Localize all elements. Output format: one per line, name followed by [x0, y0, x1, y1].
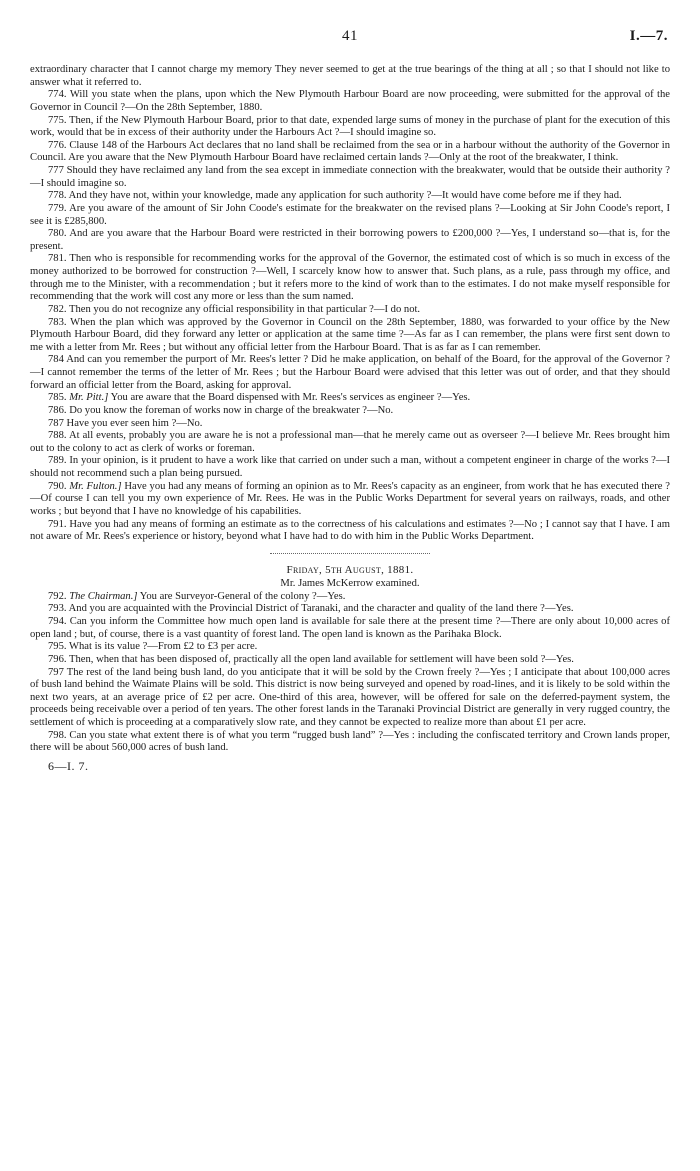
testimony-paragraph [30, 481, 670, 519]
question-number: 782. [48, 303, 67, 315]
question-number: 797 [48, 666, 64, 678]
paragraph-text: Then who is responsible for recommending works for the approval of the Governor, the estimated cost of which is so much in excess of the money authorized to be borrowed for construction ?—Well, I scarcely know how to answer that. Such plans, as a rule, pass through my office, and through me to the Minister, with a recommendation ; but it refers more to the kind of work than to the estimates. I do not make myself responsible for recommending that the work will cost any more or less than the sum named. [30, 253, 670, 303]
testimony-paragraph [30, 730, 670, 755]
speaker-name: The Chairman.] [69, 590, 138, 602]
paragraph-text: What is its value ?—From £2 to £3 per acre. [69, 641, 258, 653]
question-number: 790. [48, 480, 67, 492]
page-header [30, 28, 670, 50]
testimony-paragraph [30, 455, 670, 480]
question-number: 798. [48, 729, 67, 741]
testimony-paragraph [30, 654, 670, 667]
testimony-paragraph [30, 591, 670, 604]
paragraph-text: You are aware that the Board dispensed with Mr. Rees's services as engineer ?—Yes. [110, 392, 471, 404]
question-number: 788. [48, 430, 67, 442]
question-number: 785. [48, 392, 67, 404]
question-number: 779. [48, 202, 67, 214]
testimony-paragraph [30, 165, 670, 190]
testimony-paragraph [30, 203, 670, 228]
paragraph-text: Are you aware of the amount of Sir John Coode's estimate for the breakwater on the revised plans ?—Looking at Sir John Coode's report, I see it is £285,800. [30, 202, 670, 227]
paragraph-text: You are Surveyor-General of the colony ?—Yes. [139, 590, 346, 602]
speaker-name: Mr. Pitt.] [69, 392, 109, 404]
paragraph-text: extraordinary character that I cannot charge my memory They never seemed to get at the true bearings of the thing at all ; so that I should not like to answer what it referred to. [30, 64, 670, 88]
question-number: 786. [48, 404, 67, 416]
paragraph-text: When the plan which was approved by the Governor in Council on the 28th September, 1880, was forwarded to your office by the New Plymouth Harbour Board, did they forward any letter or application at the same time ?—As far as I can remember, the plans were first sent down to me with a letter from Mr. Rees ; but without any official letter from the Harbour Board. That is as far as I can remember. [30, 316, 670, 353]
page-number: 41 [342, 28, 358, 44]
question-number: 789. [48, 455, 67, 467]
question-number: 792. [48, 590, 67, 602]
paragraph-text: At all events, probably you are aware he is not a professional man—that he merely came out as overseer ?—I believe Mr. Rees brought him out to the colony to act as clerk of works or foreman. [30, 430, 670, 454]
testimony-paragraph [30, 304, 670, 317]
document-page [30, 28, 670, 774]
question-number: 778. [48, 190, 67, 202]
paragraph-text: Do you know the foreman of works now in charge of the breakwater ?—No. [69, 404, 394, 416]
testimony-paragraph [30, 616, 670, 641]
testimony-paragraph [30, 392, 670, 405]
question-number: 787 [48, 417, 64, 429]
question-number: 783. [48, 316, 67, 328]
paragraph-text: Then, when that has been disposed of, practically all the open land available for settlement will have been sold ?—Yes. [69, 653, 574, 665]
speaker-name: Mr. Fulton.] [69, 480, 122, 492]
paragraph-text: And can you remember the purport of Mr. Rees's letter ? Did he make application, on behalf of the Board, for the approval of the Governor ?—I cannot remember the terms of the letter of Mr. Rees ; but the Harbour Board were advised that this letter was out of order, and that they should forward an official letter from the Board, asking for approval. [30, 354, 670, 391]
paragraph-text: Have you had any means of forming an estimate as to the correctness of his calculations and estimates ?—No ; I cannot say that I have. I am not aware of Mr. Rees's experience or history, beyond what I have had to do with him in the Public Works Department. [30, 518, 670, 543]
section-divider [270, 553, 430, 554]
testimony-paragraph [30, 89, 670, 114]
testimony-paragraph [30, 317, 670, 355]
testimony-paragraph [30, 190, 670, 203]
paragraph-text: Have you ever seen him ?—No. [66, 417, 203, 429]
testimony-paragraph [30, 603, 670, 616]
testimony-paragraph [30, 115, 670, 140]
question-number: 784 [48, 354, 64, 366]
paragraph-text: Then you do not recognize any official responsibility in that particular ?—I do not. [69, 303, 421, 315]
testimony-paragraph [30, 667, 670, 730]
witness-heading: Mr. James McKerrow examined. [280, 577, 420, 589]
paragraph-text: Have you had any means of forming an opinion as to Mr. Rees's capacity as an engineer, from work that he has executed there ?—Of course I can tell you my own experience of Mr. Rees. He was in the Public Works Department for several years on railways, roads, and other works ; but beyond that I have no knowledge of his capabilities. [30, 480, 670, 517]
paragraph-text: Then, if the New Plymouth Harbour Board, prior to that date, expended large sums of money in the purchase of plant for the execution of this work, would that be in excess of their authority under the Harbours Act ?—I should imagine so. [30, 114, 670, 139]
testimony-paragraph [30, 430, 670, 455]
question-number: 781. [48, 253, 67, 265]
testimony-paragraph [30, 354, 670, 392]
paragraph-text: Can you inform the Committee how much open land is available for sale there at the present time ?—There are only about 10,000 acres of open land ; but, of course, there is a vast quantity of forest land. The open land is known as the Parihaka Block. [30, 616, 670, 640]
question-number: 774. [48, 89, 67, 101]
question-number: 796. [48, 653, 67, 665]
testimony-paragraph [30, 140, 670, 165]
paragraph-text: Should they have reclaimed any land from the sea except in immediate connection with the breakwater, would that be outside their authority ?—I should imagine so. [30, 165, 670, 189]
testimony-paragraph [30, 64, 670, 89]
question-number: 794. [48, 616, 67, 627]
testimony-section-b [30, 591, 670, 755]
document-reference: I.—7. [629, 28, 668, 44]
paragraph-text: The rest of the land being bush land, do you anticipate that it will be sold by the Crown freely ?—Yes ; I anticipate that about 100,000 acres of bush land behind the Waimate Plains will be sold. This district is now being surveyed and opened by road-lines, and it is likely to be sold within the next two years, at an average price of £2 per acre. One-third of this area, however, will be offered for sale on the deferred-payment system, the proceeds being receivable over a period of ten years. The other forest lands in the Taranaki Provincial District are generally in very rugged country, the settlement of which is proceeding at a comparatively slow rate, and they cannot be expected to realize more than about £1 per acre. [30, 666, 670, 728]
question-number: 793. [48, 603, 67, 615]
paragraph-text: In your opinion, is it prudent to have a work like that carried on under such a man, without a competent engineer in charge of the works ?—I should not recommend such a plan being pursued. [30, 455, 670, 479]
testimony-paragraph [30, 641, 670, 654]
question-number: 791. [48, 518, 67, 530]
session-date: Friday, 5th August, 1881. [286, 563, 414, 576]
paragraph-text: Will you state when the plans, upon which the New Plymouth Harbour Board are now proceeding, were submitted for the approval of the Governor in Council ?—On the 28th September, 1880. [30, 89, 670, 113]
question-number: 776. [48, 139, 67, 151]
question-number: 775. [48, 114, 67, 126]
paragraph-text: Clause 148 of the Harbours Act declares that no land shall be reclaimed from the sea or in a harbour without the authority of the Governor in Council. Are you aware that the New Plymouth Harbour Board have reclaimed certain lands ?—Only at the root of the breakwater, I think. [30, 139, 670, 164]
testimony-paragraph [30, 228, 670, 253]
testimony-paragraph [30, 253, 670, 304]
question-number: 795. [48, 641, 67, 653]
printer-signature: 6—I. 7. [48, 758, 89, 773]
paragraph-text: Can you state what extent there is of what you term “rugged bush land” ?—Yes : including the confiscated territory and Crown lands proper, there will be about 560,000 acres of bush land. [30, 729, 671, 754]
question-number: 777 [48, 165, 64, 176]
question-number: 780. [48, 228, 67, 240]
paragraph-text: And are you aware that the Harbour Board were restricted in their borrowing powers to £200,000 ?—Yes, I understand so—that is, for the present. [30, 228, 670, 252]
testimony-paragraph [30, 519, 670, 544]
paragraph-text: And you are acquainted with the Provincial District of Taranaki, and the character and quality of the land there ?—Yes. [68, 603, 574, 615]
testimony-section-a [30, 64, 670, 544]
paragraph-text: And they have not, within your knowledge, made any application for such authority ?—It would have come before me if they had. [68, 190, 622, 202]
testimony-paragraph [30, 405, 670, 418]
testimony-paragraph [30, 418, 670, 431]
